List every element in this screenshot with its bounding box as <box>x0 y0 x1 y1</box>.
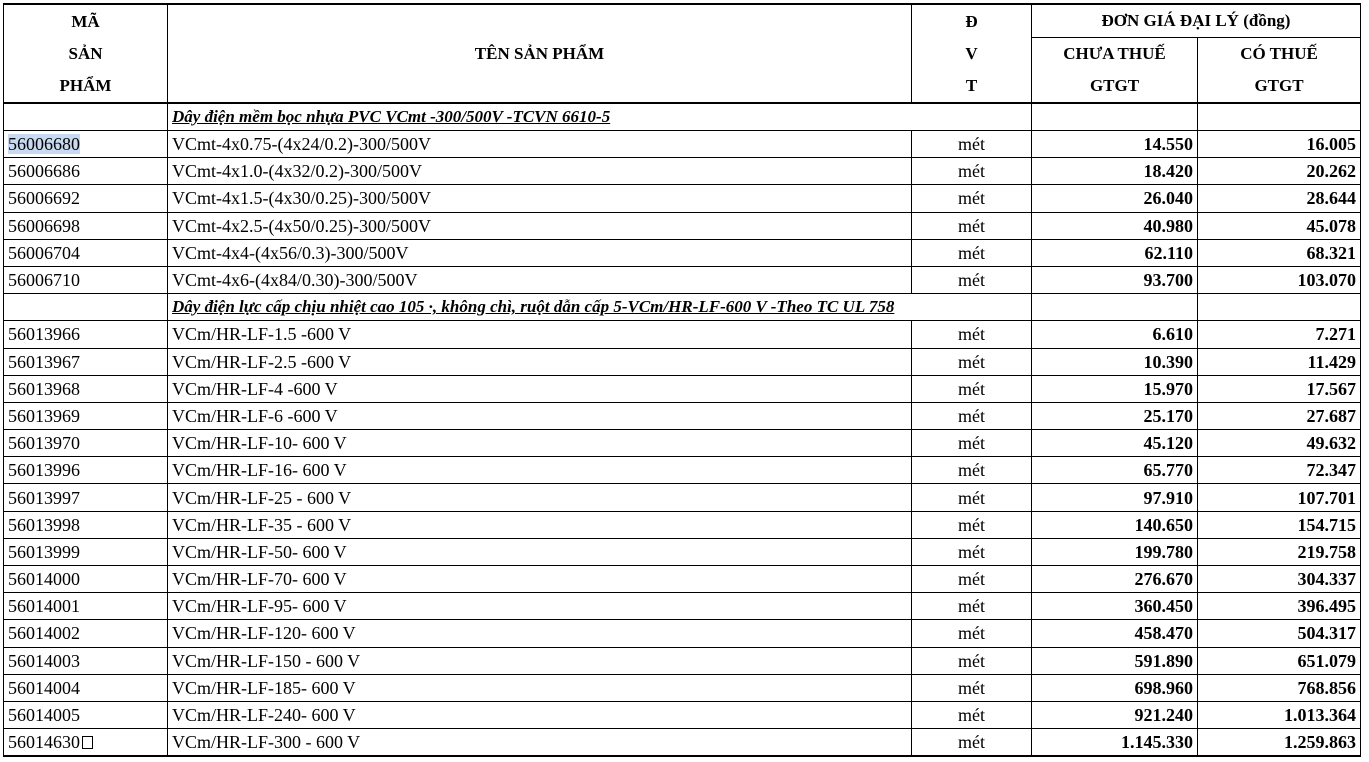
price-incl-vat-cell-text: 504.317 <box>1297 623 1356 644</box>
product-code-cell[interactable] <box>4 430 168 457</box>
price-excl-vat-cell[interactable] <box>1032 158 1198 185</box>
price-excl-vat-cell-text: 62.110 <box>1144 242 1193 263</box>
unit-cell[interactable] <box>912 239 1032 266</box>
product-name-cell[interactable] <box>168 538 912 565</box>
table-row <box>4 239 1361 266</box>
price-incl-vat-cell-text: 103.070 <box>1297 270 1356 291</box>
price-incl-vat-cell-text: 17.567 <box>1306 378 1356 399</box>
price-incl-vat-cell[interactable] <box>1198 158 1361 185</box>
product-name-cell-text: VCm/HR-LF-120- 600 V <box>172 623 356 644</box>
table-row <box>4 538 1361 565</box>
product-name-cell[interactable] <box>168 729 912 757</box>
price-incl-vat-cell[interactable] <box>1198 566 1361 593</box>
product-name-cell[interactable] <box>168 647 912 674</box>
price-excl-vat-cell-text: 360.450 <box>1134 596 1193 617</box>
product-code-cell[interactable] <box>4 348 168 375</box>
product-code-cell[interactable] <box>4 185 168 212</box>
unit-cell[interactable] <box>912 266 1032 293</box>
table-row <box>4 484 1361 511</box>
section-price-excl-cell[interactable] <box>1032 103 1198 131</box>
product-code-cell[interactable] <box>4 375 168 402</box>
table-row <box>4 430 1361 457</box>
price-incl-vat-cell-text: 27.687 <box>1306 405 1356 426</box>
price-incl-vat-cell-text: 16.005 <box>1306 134 1356 155</box>
unit-cell[interactable] <box>912 647 1032 674</box>
product-name-cell[interactable] <box>168 239 912 266</box>
price-excl-vat-cell-text: 93.700 <box>1143 270 1193 291</box>
product-name-cell-text: VCmt-4x2.5-(4x50/0.25)-300/500V <box>172 215 431 236</box>
table-header <box>4 4 1361 103</box>
product-name-cell-text: VCmt-4x1.5-(4x30/0.25)-300/500V <box>172 188 431 209</box>
product-code-cell[interactable] <box>4 402 168 429</box>
product-name-cell[interactable] <box>168 212 912 239</box>
price-incl-vat-cell[interactable] <box>1198 538 1361 565</box>
unit-cell[interactable] <box>912 566 1032 593</box>
price-excl-vat-cell[interactable] <box>1032 430 1198 457</box>
product-name-cell-text: VCmt-4x0.75-(4x24/0.2)-300/500V <box>172 134 431 155</box>
product-code-cell-text: 56013968 <box>8 378 80 399</box>
price-incl-vat-cell[interactable] <box>1198 674 1361 701</box>
product-name-cell-text: VCm/HR-LF-300 - 600 V <box>172 732 361 753</box>
product-name-cell-text: VCm/HR-LF-16- 600 V <box>172 460 347 481</box>
section-header-row <box>4 294 1361 321</box>
price-excl-vat-cell-text: 40.980 <box>1143 215 1193 236</box>
price-incl-vat-cell[interactable] <box>1198 430 1361 457</box>
price-excl-vat-cell-text: 276.670 <box>1134 569 1193 590</box>
product-code-cell-text: 56006692 <box>8 188 80 209</box>
price-incl-vat-cell-text: 28.644 <box>1306 188 1356 209</box>
price-incl-vat-cell[interactable] <box>1198 375 1361 402</box>
price-incl-vat-cell-text: 1.013.364 <box>1284 705 1356 726</box>
price-incl-vat-cell-text: 219.758 <box>1297 541 1356 562</box>
product-name-cell-text: VCmt-4x1.0-(4x32/0.2)-300/500V <box>172 161 422 182</box>
price-incl-vat-cell[interactable] <box>1198 266 1361 293</box>
product-name-cell-text: VCm/HR-LF-95- 600 V <box>172 596 347 617</box>
price-incl-vat-cell[interactable] <box>1198 457 1361 484</box>
unit-cell[interactable] <box>912 484 1032 511</box>
product-name-cell[interactable] <box>168 593 912 620</box>
price-excl-vat-cell-text: 698.960 <box>1134 677 1193 698</box>
price-incl-vat-cell-text: 1.259.863 <box>1284 732 1356 753</box>
unit-cell-text: mét <box>958 242 985 263</box>
price-excl-vat-cell-text: 45.120 <box>1143 433 1193 454</box>
unit-cell[interactable] <box>912 620 1032 647</box>
section-price-incl-cell[interactable] <box>1198 103 1361 131</box>
product-code-cell[interactable] <box>4 511 168 538</box>
table-row <box>4 620 1361 647</box>
price-incl-vat-cell-text: 72.347 <box>1306 460 1356 481</box>
unit-cell[interactable] <box>912 593 1032 620</box>
price-excl-vat-cell-text: 6.610 <box>1152 324 1193 345</box>
product-name-cell-text: VCm/HR-LF-6 -600 V <box>172 405 338 426</box>
product-code-cell[interactable] <box>4 593 168 620</box>
unit-cell[interactable] <box>912 185 1032 212</box>
price-incl-vat-cell[interactable] <box>1198 729 1361 757</box>
price-incl-vat-cell[interactable] <box>1198 185 1361 212</box>
product-code-cell[interactable] <box>4 266 168 293</box>
table-row <box>4 647 1361 674</box>
header-unit[interactable]: Đ V T <box>912 4 1032 103</box>
product-code-cell-text: 56013999 <box>8 541 80 562</box>
unit-cell-text: mét <box>958 161 985 182</box>
product-code-cell-text: 56013970 <box>8 433 80 454</box>
product-code-cell[interactable] <box>4 566 168 593</box>
product-code-cell[interactable] <box>4 620 168 647</box>
price-excl-vat-cell-text: 18.420 <box>1143 161 1193 182</box>
unit-cell-text: mét <box>958 351 985 372</box>
unit-cell-text: mét <box>958 460 985 481</box>
price-excl-vat-cell[interactable] <box>1032 729 1198 757</box>
price-incl-vat-cell[interactable] <box>1198 701 1361 728</box>
price-incl-vat-cell[interactable] <box>1198 620 1361 647</box>
price-excl-vat-cell-text: 591.890 <box>1134 650 1193 671</box>
product-code-cell-text: 56014000 <box>8 569 80 590</box>
price-incl-vat-cell[interactable] <box>1198 511 1361 538</box>
price-excl-vat-cell[interactable] <box>1032 620 1198 647</box>
unit-cell[interactable] <box>912 348 1032 375</box>
product-code-cell-text: 56006710 <box>8 270 80 291</box>
product-code-cell[interactable] <box>4 538 168 565</box>
header-dealer-price[interactable]: ĐƠN GIÁ ĐẠI LÝ (đồng) <box>1032 4 1361 38</box>
product-name-cell-text: VCm/HR-LF-35 - 600 V <box>172 514 352 535</box>
unit-cell-text: mét <box>958 596 985 617</box>
product-name-cell[interactable] <box>168 402 912 429</box>
product-code-cell-text: 56014003 <box>8 650 80 671</box>
product-code-cell[interactable] <box>4 158 168 185</box>
product-name-cell-text: VCm/HR-LF-2.5 -600 V <box>172 351 352 372</box>
product-name-cell[interactable] <box>168 511 912 538</box>
product-name-cell[interactable] <box>168 131 912 158</box>
product-name-cell[interactable] <box>168 348 912 375</box>
price-excl-vat-cell-text: 25.170 <box>1143 405 1193 426</box>
price-incl-vat-cell[interactable] <box>1198 131 1361 158</box>
product-name-cell[interactable] <box>168 266 912 293</box>
unit-cell[interactable] <box>912 511 1032 538</box>
unit-cell-text: mét <box>958 405 985 426</box>
price-excl-vat-cell[interactable] <box>1032 566 1198 593</box>
product-code-cell-text: 56013966 <box>8 324 80 345</box>
unit-cell[interactable] <box>912 158 1032 185</box>
section-title[interactable]: Dây điện mềm bọc nhựa PVC VCmt -300/500V -TCVN 6610-5 <box>168 103 1032 131</box>
unit-cell-text: mét <box>958 433 985 454</box>
product-name-cell[interactable] <box>168 375 912 402</box>
unit-cell-text: mét <box>958 677 985 698</box>
unit-cell[interactable] <box>912 402 1032 429</box>
unit-cell-text: mét <box>958 324 985 345</box>
table-row <box>4 511 1361 538</box>
price-incl-vat-cell[interactable] <box>1198 348 1361 375</box>
product-name-cell-text: VCm/HR-LF-25 - 600 V <box>172 487 352 508</box>
price-excl-vat-cell[interactable] <box>1032 484 1198 511</box>
price-excl-vat-cell[interactable] <box>1032 266 1198 293</box>
table-row <box>4 457 1361 484</box>
price-excl-vat-cell[interactable] <box>1032 511 1198 538</box>
unit-cell[interactable] <box>912 701 1032 728</box>
table-row <box>4 321 1361 348</box>
product-code-cell-text: 56013998 <box>8 514 80 535</box>
product-name-cell-text: VCm/HR-LF-150 - 600 V <box>172 650 361 671</box>
price-incl-vat-cell-text: 68.321 <box>1306 242 1356 263</box>
price-excl-vat-cell-text: 97.910 <box>1143 487 1193 508</box>
section-code-cell[interactable] <box>4 103 168 131</box>
price-excl-vat-cell[interactable] <box>1032 375 1198 402</box>
price-incl-vat-cell[interactable] <box>1198 647 1361 674</box>
product-code-cell[interactable] <box>4 457 168 484</box>
price-incl-vat-cell[interactable] <box>1198 484 1361 511</box>
unit-cell-text: mét <box>958 541 985 562</box>
price-excl-vat-cell[interactable] <box>1032 212 1198 239</box>
section-price-incl-cell[interactable] <box>1198 294 1361 321</box>
product-code-cell[interactable] <box>4 321 168 348</box>
price-excl-vat-cell-text: 458.470 <box>1134 623 1193 644</box>
product-name-cell[interactable] <box>168 701 912 728</box>
price-excl-vat-cell-text: 140.650 <box>1134 514 1193 535</box>
header-product-code[interactable]: MÃ SẢN PHẨM <box>4 4 168 103</box>
product-name-cell[interactable] <box>168 484 912 511</box>
product-name-cell[interactable] <box>168 185 912 212</box>
price-incl-vat-cell-text: 7.271 <box>1315 324 1356 345</box>
unit-cell[interactable] <box>912 538 1032 565</box>
unit-cell-text: mét <box>958 569 985 590</box>
product-code-cell[interactable] <box>4 131 168 158</box>
unit-cell[interactable] <box>912 729 1032 757</box>
product-name-cell[interactable] <box>168 430 912 457</box>
product-code-cell[interactable] <box>4 484 168 511</box>
price-incl-vat-cell[interactable] <box>1198 321 1361 348</box>
price-excl-vat-cell-text: 921.240 <box>1134 705 1193 726</box>
price-excl-vat-cell[interactable] <box>1032 647 1198 674</box>
table-row <box>4 348 1361 375</box>
unit-cell[interactable] <box>912 457 1032 484</box>
unit-cell-text: mét <box>958 134 985 155</box>
product-name-cell[interactable] <box>168 457 912 484</box>
table-row <box>4 212 1361 239</box>
price-excl-vat-cell[interactable] <box>1032 131 1198 158</box>
product-name-cell-text: VCmt-4x6-(4x84/0.30)-300/500V <box>172 270 418 291</box>
product-name-cell-text: VCm/HR-LF-185- 600 V <box>172 677 356 698</box>
price-incl-vat-cell-text: 396.495 <box>1297 596 1356 617</box>
price-excl-vat-cell[interactable] <box>1032 185 1198 212</box>
price-incl-vat-cell[interactable] <box>1198 212 1361 239</box>
product-name-cell[interactable] <box>168 158 912 185</box>
price-incl-vat-cell-text: 154.715 <box>1297 514 1356 535</box>
unit-cell[interactable] <box>912 212 1032 239</box>
price-excl-vat-cell[interactable] <box>1032 538 1198 565</box>
product-code-cell-text: 56013997 <box>8 487 80 508</box>
unit-cell-text: mét <box>958 215 985 236</box>
price-excl-vat-cell[interactable] <box>1032 701 1198 728</box>
header-product-name[interactable]: TÊN SẢN PHẨM <box>168 4 912 103</box>
product-code-cell-text: 56013996 <box>8 460 80 481</box>
price-excl-vat-cell-text: 199.780 <box>1134 541 1193 562</box>
price-list-table <box>3 3 1361 757</box>
section-header-row <box>4 103 1361 131</box>
price-excl-vat-cell[interactable] <box>1032 239 1198 266</box>
price-excl-vat-cell-text: 26.040 <box>1143 188 1193 209</box>
price-incl-vat-cell[interactable] <box>1198 593 1361 620</box>
price-incl-vat-cell[interactable] <box>1198 402 1361 429</box>
product-code-cell-text: 56013969 <box>8 405 80 426</box>
product-name-cell-text: VCm/HR-LF-1.5 -600 V <box>172 324 352 345</box>
price-incl-vat-cell-text: 107.701 <box>1297 487 1356 508</box>
price-excl-vat-cell[interactable] <box>1032 348 1198 375</box>
table-row <box>4 158 1361 185</box>
product-name-cell-text: VCmt-4x4-(4x56/0.3)-300/500V <box>172 242 409 263</box>
product-code-cell-text: 56013967 <box>8 351 80 372</box>
table-row <box>4 729 1361 757</box>
unit-cell-text: mét <box>958 378 985 399</box>
price-incl-vat-cell-text: 11.429 <box>1307 351 1356 372</box>
product-name-cell[interactable] <box>168 620 912 647</box>
product-name-cell-text: VCm/HR-LF-70- 600 V <box>172 569 347 590</box>
unit-cell-text: mét <box>958 514 985 535</box>
header-price-incl-vat[interactable]: CÓ THUẾ GTGT <box>1198 38 1361 104</box>
product-code-cell[interactable] <box>4 647 168 674</box>
table-row <box>4 375 1361 402</box>
unit-cell[interactable] <box>912 321 1032 348</box>
section-title[interactable]: Dây điện lực cấp chịu nhiệt cao 105 ·, không chì, ruột dẫn cấp 5-VCm/HR-LF-600 V -Theo TC UL 758 <box>168 294 1032 321</box>
price-excl-vat-cell[interactable] <box>1032 674 1198 701</box>
price-excl-vat-cell[interactable] <box>1032 593 1198 620</box>
product-code-cell-text: 56014005 <box>8 705 80 726</box>
table-row <box>4 185 1361 212</box>
unit-cell-text: mét <box>958 270 985 291</box>
unit-cell-text: mét <box>958 623 985 644</box>
product-name-cell[interactable] <box>168 566 912 593</box>
product-name-cell-text: VCm/HR-LF-50- 600 V <box>172 541 347 562</box>
product-code-cell[interactable] <box>4 701 168 728</box>
price-incl-vat-cell-text: 304.337 <box>1297 569 1356 590</box>
price-incl-vat-cell-text: 20.262 <box>1306 161 1356 182</box>
price-excl-vat-cell[interactable] <box>1032 402 1198 429</box>
product-code-cell[interactable] <box>4 729 168 757</box>
unit-cell[interactable] <box>912 131 1032 158</box>
price-excl-vat-cell-text: 14.550 <box>1143 134 1193 155</box>
table-body <box>4 103 1361 756</box>
price-excl-vat-cell[interactable] <box>1032 321 1198 348</box>
product-code-cell[interactable] <box>4 239 168 266</box>
product-code-cell-text: 56014630 <box>8 732 80 753</box>
table-row <box>4 674 1361 701</box>
unit-cell[interactable] <box>912 674 1032 701</box>
table-row <box>4 566 1361 593</box>
product-name-cell-text: VCm/HR-LF-240- 600 V <box>172 705 356 726</box>
price-excl-vat-cell-text: 15.970 <box>1143 378 1193 399</box>
table-row <box>4 131 1361 158</box>
product-code-cell-text: 56006704 <box>8 242 80 263</box>
product-code-cell-text: 56006686 <box>8 161 80 182</box>
unit-cell-text: mét <box>958 705 985 726</box>
unit-cell[interactable] <box>912 375 1032 402</box>
product-code-cell-text: 56014004 <box>8 677 80 698</box>
header-price-excl-vat[interactable]: CHƯA THUẾ GTGT <box>1032 38 1198 104</box>
product-code-cell-text: 56014002 <box>8 623 80 644</box>
price-excl-vat-cell-text: 65.770 <box>1143 460 1193 481</box>
table-row <box>4 701 1361 728</box>
product-code-cell-text: 56014001 <box>8 596 80 617</box>
product-code-cell[interactable] <box>4 674 168 701</box>
table-row <box>4 402 1361 429</box>
product-code-cell-text: 56006680 <box>8 134 80 155</box>
unit-cell-text: mét <box>958 650 985 671</box>
product-name-cell[interactable] <box>168 674 912 701</box>
missing-glyph-box-icon <box>82 736 93 749</box>
price-excl-vat-cell-text: 1.145.330 <box>1121 732 1193 753</box>
unit-cell-text: mét <box>958 732 985 753</box>
price-incl-vat-cell-text: 45.078 <box>1306 215 1356 236</box>
section-code-cell[interactable] <box>4 294 168 321</box>
price-excl-vat-cell[interactable] <box>1032 457 1198 484</box>
price-incl-vat-cell[interactable] <box>1198 239 1361 266</box>
product-name-cell-text: VCm/HR-LF-4 -600 V <box>172 378 338 399</box>
price-incl-vat-cell-text: 651.079 <box>1297 650 1356 671</box>
table-row <box>4 266 1361 293</box>
table-row <box>4 593 1361 620</box>
unit-cell-text: mét <box>958 188 985 209</box>
price-incl-vat-cell-text: 49.632 <box>1306 433 1356 454</box>
product-name-cell[interactable] <box>168 321 912 348</box>
price-excl-vat-cell-text: 10.390 <box>1143 351 1193 372</box>
section-price-excl-cell[interactable] <box>1032 294 1198 321</box>
product-code-cell-text: 56006698 <box>8 215 80 236</box>
product-name-cell-text: VCm/HR-LF-10- 600 V <box>172 433 347 454</box>
product-code-cell[interactable] <box>4 212 168 239</box>
unit-cell-text: mét <box>958 487 985 508</box>
unit-cell[interactable] <box>912 430 1032 457</box>
price-incl-vat-cell-text: 768.856 <box>1297 677 1356 698</box>
